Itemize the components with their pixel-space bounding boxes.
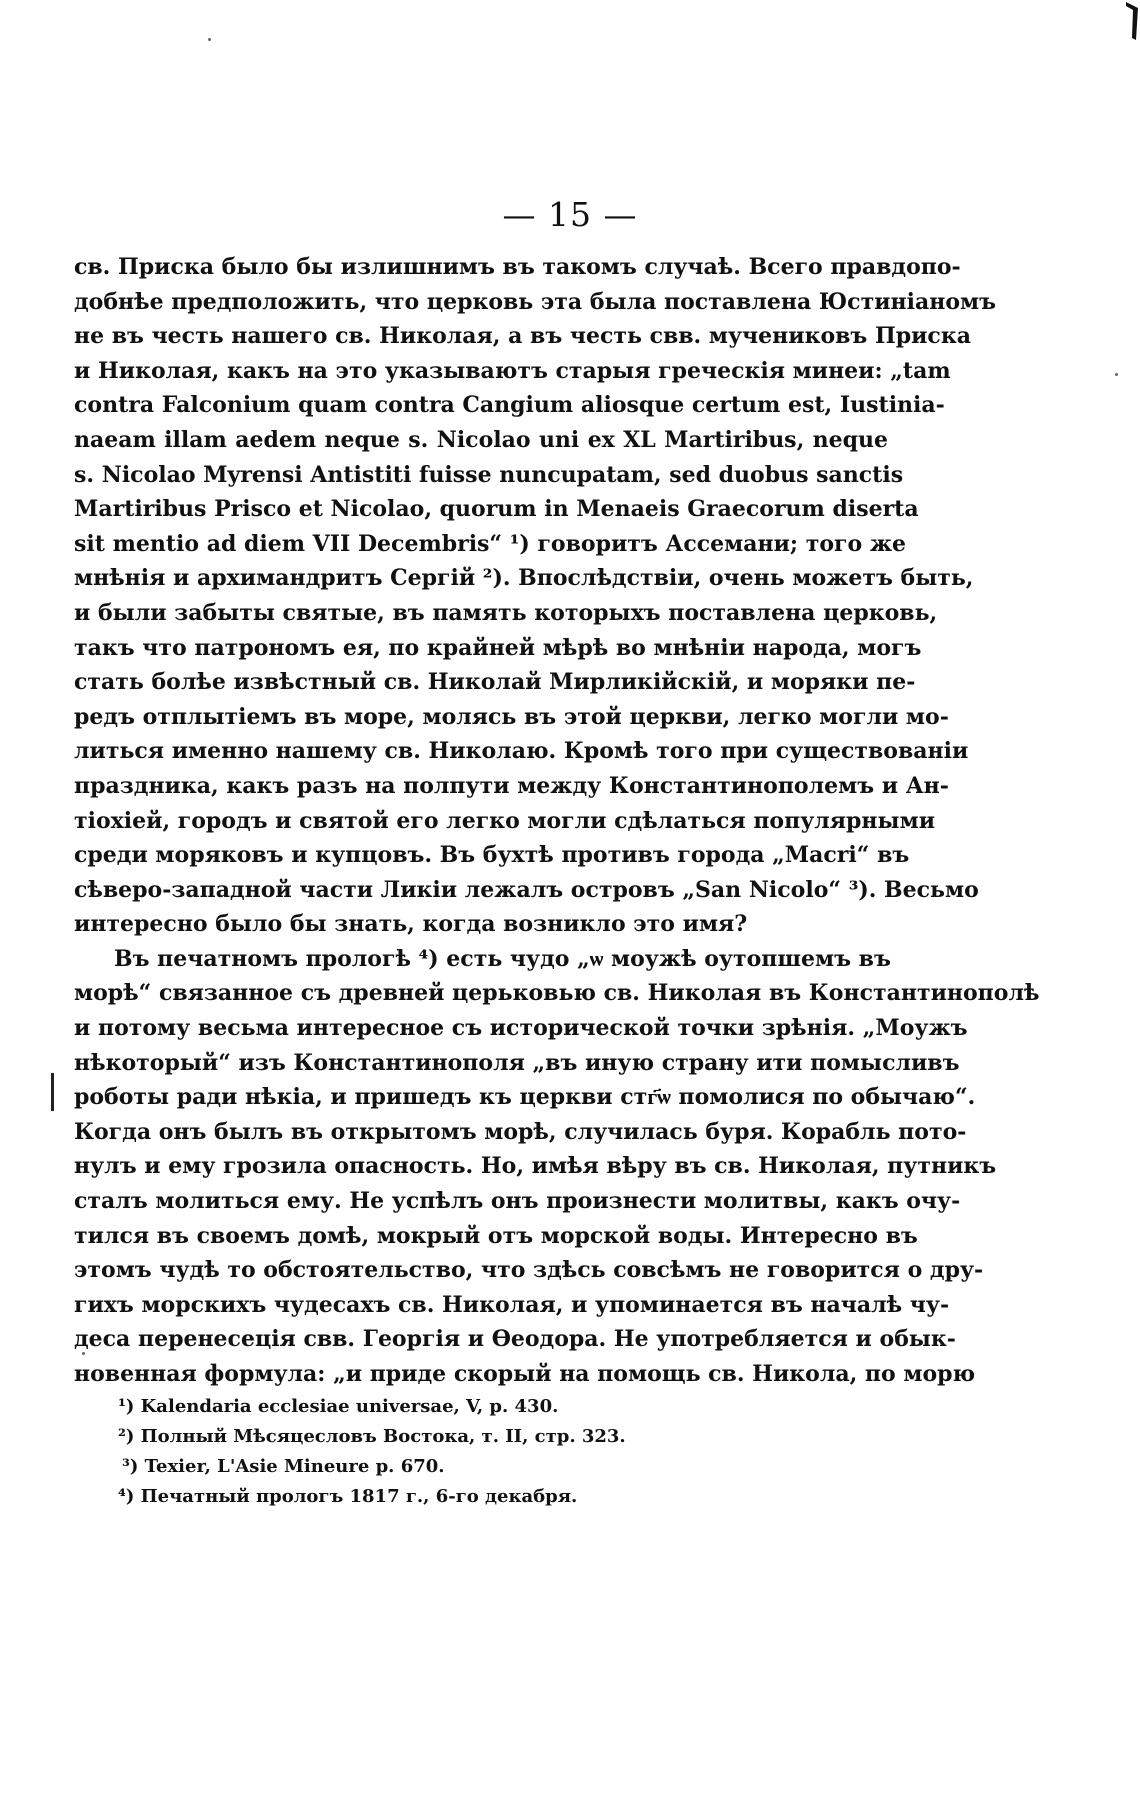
text-line: Martiribus Prisco et Nicolao, quorum in Menaeis Graecorum diserta — [74, 496, 919, 523]
text-line: среди моряковъ и купцовъ. Въ бухтѣ противъ города „Macri“ въ — [74, 842, 910, 869]
text-line: нулъ и ему грозила опасность. Но, имѣя вѣру въ св. Николая, путникъ — [74, 1153, 997, 1180]
text-line: Когда онъ былъ въ открытомъ морѣ, случилась буря. Корабль пото- — [74, 1118, 967, 1145]
text-line: сѣверо-западной части Ликіи лежалъ островъ „San Nicolo“ ³). Весьмо — [74, 876, 979, 903]
text-line: редъ отплытіемъ въ море, молясь въ этой церкви, легко могли мо- — [74, 703, 949, 730]
text-line: стать болѣе извѣстный св. Николай Мирликійскій, и моряки пе- — [74, 669, 916, 696]
text-line: нѣкоторый“ изъ Константинополя „въ иную страну ити помысливъ — [74, 1049, 960, 1076]
text-line: гихъ морскихъ чудесахъ св. Николая, и упоминается въ началѣ чу- — [74, 1291, 950, 1318]
text-line: и были забыты святые, въ память которыхъ поставлена церковь, — [74, 599, 938, 626]
text-line: и потому весьма интересное съ исторической точки зрѣнія. „Моужъ — [74, 1015, 968, 1042]
text-line: интересно было бы знать, когда возникло это имя? — [74, 911, 748, 938]
text-line: такъ что патрономъ ея, по крайней мѣрѣ во мнѣніи народа, могъ — [74, 634, 922, 661]
text-line: роботы ради нѣкіа, и пришедъ къ церкви стг҃ѡ помолися по обычаю“. — [74, 1084, 976, 1111]
text-line: и Николая, какъ на это указываютъ старыя греческія минеи: „tam — [74, 357, 951, 384]
text-line: литься именно нашему св. Николаю. Кромѣ того при существованіи — [74, 738, 969, 765]
footnote: ⁴) Печатный прологъ 1817 г., 6-го декабря. — [118, 1486, 578, 1507]
footnote: ²) Полный Мѣсяцесловъ Востока, т. II, стр. 323. — [118, 1426, 626, 1447]
text-line: морѣ“ связанное съ древней церьковью св. Николая въ Константинополѣ — [74, 980, 1040, 1007]
text-line: sit mentio ad diem VII Decembris“ ¹) говоритъ Ассемани; того же — [74, 530, 907, 557]
text-line: праздника, какъ разъ на полпути между Константинополемъ и Ан- — [74, 772, 949, 799]
text-line: не въ честь нашего св. Николая, а въ честь свв. мучениковъ Приска — [74, 323, 971, 350]
text-line: св. Приска было бы излишнимъ въ такомъ случаѣ. Всего правдопо- — [74, 254, 961, 280]
scan-speck — [208, 38, 211, 41]
text-line: тіохіей, городъ и святой его легко могли сдѣлаться популярными — [74, 807, 936, 834]
text-line: contra Falconium quam contra Cangium aliosque certum est, Iustinia- — [74, 392, 945, 419]
footnotes — [118, 1392, 818, 1512]
page-number: — 15 — — [502, 195, 638, 234]
text-line: сталъ молиться ему. Не успѣлъ онъ произнести молитвы, какъ очу- — [74, 1188, 961, 1215]
text-line: добнѣе предположить, что церковь эта была поставлена Юстиніаномъ — [74, 288, 997, 315]
corner-scan-mark — [1124, 0, 1140, 42]
text-line: тился въ своемъ домѣ, мокрый отъ морской воды. Интересно въ — [74, 1222, 918, 1249]
body-text — [74, 250, 1040, 1392]
scan-speck — [82, 1352, 85, 1355]
text-line: naeam illam aedem neque s. Nicolao uni ex XL Martiribus, neque — [74, 426, 888, 453]
text-line: этомъ чудѣ то обстоятельство, что здѣсь совсѣмъ не говорится о дру- — [74, 1257, 984, 1284]
text-line: s. Nicolao Myrensi Antistiti fuisse nuncupatam, sed duobus sanctis — [74, 461, 904, 488]
margin-mark — [51, 1073, 54, 1111]
footnote: ¹) Kalendaria ecclesiae universae, V, p. 430. — [118, 1396, 559, 1417]
text-line: мнѣнія и архимандритъ Сергій ²). Впослѣдствіи, очень можетъ быть, — [74, 565, 974, 592]
text-line: деса перенесеція свв. Георгія и Ѳеодора. Не употребляется и обык- — [74, 1326, 956, 1353]
footnote: ³) Texier, L'Asie Mineure p. 670. — [122, 1456, 445, 1477]
text-line: Въ печатномъ прологѣ ⁴) есть чудо „ѡ моужѣ оутопшемъ въ — [114, 945, 891, 972]
text-line: новенная формула: „и приде скорый на помощь св. Никола, по морю — [74, 1361, 976, 1387]
scan-speck — [1115, 373, 1118, 376]
